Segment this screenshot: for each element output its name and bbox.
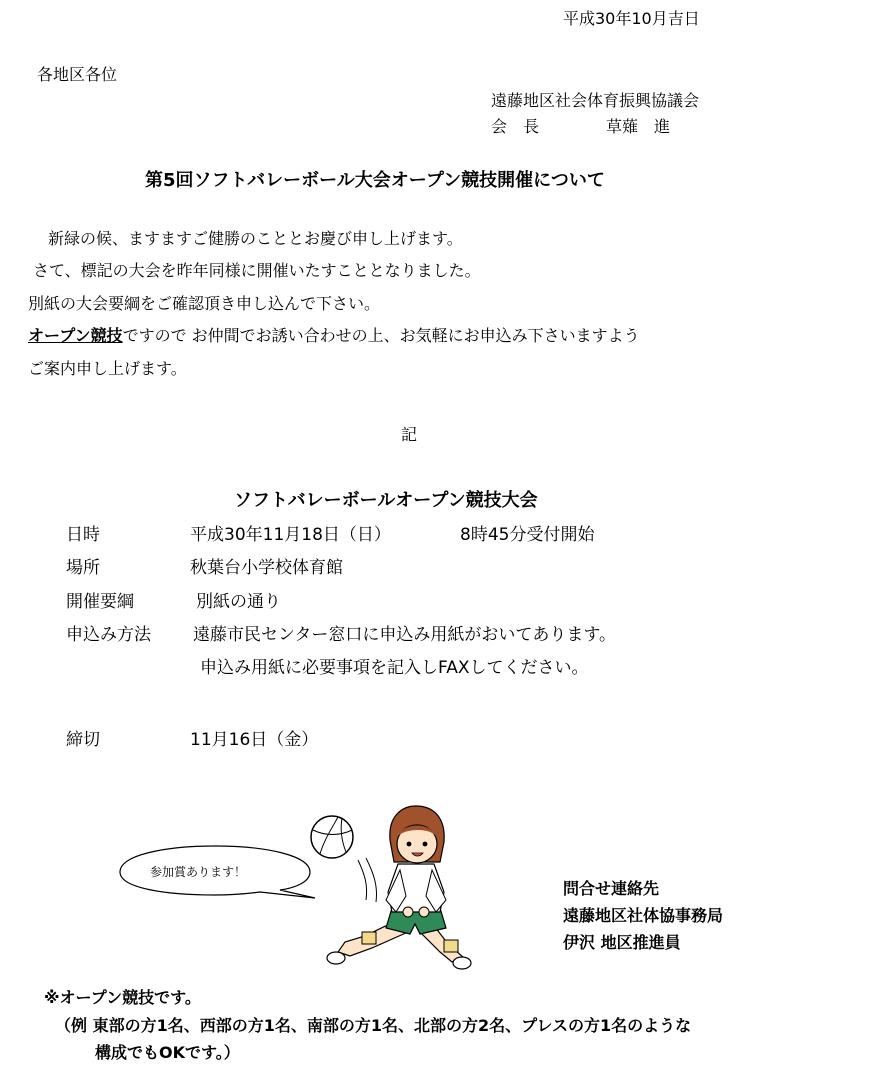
sender-name: 草薙 進: [606, 117, 671, 136]
speech-bubble: [120, 846, 315, 898]
deadline-value: 11月16日（金）: [190, 730, 319, 750]
row-date-extra: 8時45分受付開始: [460, 525, 595, 545]
row-apply-label: 申込み方法: [66, 625, 151, 645]
recipient: 各地区各位: [37, 65, 118, 84]
body-line-4-rest: ですので お仲間でお誘い合わせの上、お気軽にお申込み下さいますよう: [122, 326, 640, 345]
body-line-5: ご案内申し上げます。: [28, 359, 187, 378]
row-date-label: 日時: [66, 525, 100, 545]
document-date: 平成30年10月吉日: [563, 9, 700, 28]
row-apply-value: 遠藤市民センター窓口に申込み用紙がおいてあります。: [193, 625, 616, 645]
volleyball-girl-illustration: [110, 800, 490, 980]
row-date-value: 平成30年11月18日（日）: [190, 525, 391, 545]
footnote-line-2: （例 東部の方1名、西部の方1名、南部の方1名、北部の方2名、プレスの方1名のような: [55, 1016, 692, 1035]
deadline-label: 締切: [66, 730, 100, 750]
contact-office: 遠藤地区社体協事務局: [563, 906, 724, 925]
body-line-1: 新緑の候、ますますご健勝のこととお慶び申し上げます。: [48, 229, 463, 248]
row-guidelines-value: 別紙の通り: [196, 592, 281, 612]
document-title: 第5回ソフトバレーボール大会オープン競技開催について: [145, 170, 605, 191]
volleyball-icon: [311, 816, 353, 858]
ki-marker: 記: [401, 425, 418, 444]
body-line-3: 別紙の大会要綱をご確認頂き申し込んで下さい。: [28, 294, 381, 313]
contact-heading: 問合せ連絡先: [563, 879, 660, 898]
bubble-text: 参加賞あります！: [150, 865, 247, 879]
sender-title: 会 長: [491, 117, 540, 136]
footnote-line-1: ※オープン競技です。: [44, 988, 201, 1007]
row-place-value: 秋葉台小学校体育館: [190, 558, 343, 578]
body-line-4: [28, 323, 640, 346]
body-line-2: さて、標記の大会を昨年同様に開催いたすこととなりました。: [33, 261, 481, 280]
contact-person: 伊沢 地区推進員: [563, 933, 681, 952]
event-title: ソフトバレーボールオープン競技大会: [234, 490, 538, 511]
sender-organization: 遠藤地区社会体育振興協議会: [491, 91, 700, 110]
row-place-label: 場所: [66, 558, 100, 578]
footnote-line-3: 構成でもOKです。）: [95, 1043, 240, 1062]
row-guidelines-label: 開催要綱: [66, 592, 134, 612]
open-competition-emphasis: オープン競技: [28, 326, 123, 345]
row-apply-note: 申込み用紙に必要事項を記入しFAXしてください。: [200, 658, 589, 678]
